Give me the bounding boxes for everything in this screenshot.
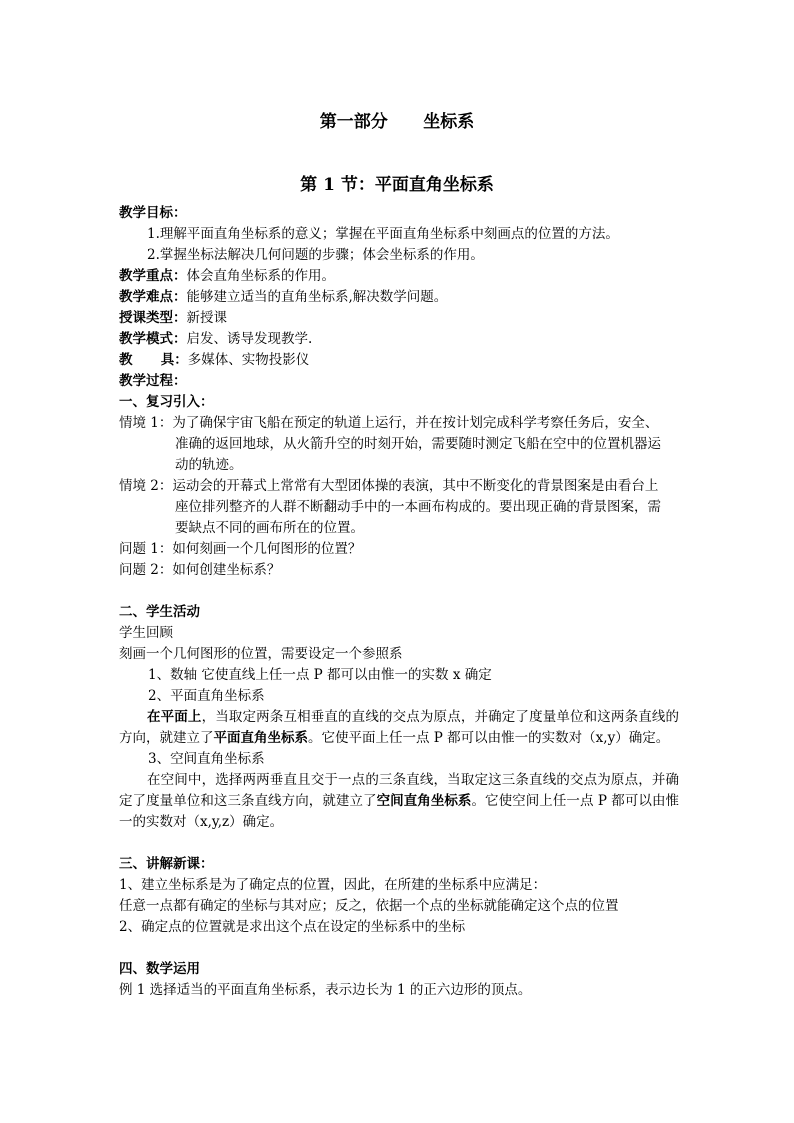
- lecture-line-1: 1、建立坐标系是为了确定点的位置，因此，在所建的坐标系中应满足：: [119, 877, 547, 893]
- example-1: 例 1 选择适当的平面直角坐标系，表示边长为 1 的正六边形的顶点。: [119, 982, 532, 998]
- scenario-1-line-2: 准确的返回地球，从火箭升空的时刻开始，需要随时测定飞船在空中的位置机器运: [175, 436, 661, 452]
- spacer: [119, 833, 679, 854]
- spacer: [119, 581, 679, 602]
- section-title: 第 1 节：平面直角坐标系: [300, 175, 494, 195]
- scenario-1-line-1: 情境 1：为了确保宇宙飞船在预定的轨道上运行，并在按计划完成科学考察任务后，安全、: [119, 415, 659, 431]
- mode-label: 教学模式：: [119, 331, 187, 347]
- type-line: [119, 308, 679, 329]
- goal-2: 2.掌握坐标法解决几何问题的步骤；体会坐标系的作用。: [147, 247, 484, 263]
- space-text-1: 在空间中，选择两两垂直且交于一点的三条直线，当取定这三条直线的交点为原点，并确定了度量单位和这三条直线方向，就建立了: [119, 772, 679, 809]
- mode-text: 启发、诱导发现教学.: [186, 331, 313, 347]
- plane-bold-1: 在平面上: [147, 709, 202, 725]
- scenario-2-line-3: 要缺点不同的画布所在的位置。: [175, 520, 364, 536]
- scenario-1-line-3: 动的轨迹。: [175, 457, 243, 473]
- process-label: 教学过程：: [119, 373, 187, 389]
- application-heading: 四、数学运用: [119, 961, 200, 977]
- part-title: 第一部分 坐标系: [319, 112, 475, 132]
- space-coordinate-paragraph: [119, 770, 679, 833]
- activity-heading: 二、学生活动: [119, 604, 200, 620]
- difficulty-line: [119, 287, 679, 308]
- tools-label: 教 具：: [119, 352, 188, 368]
- plane-coordinate-paragraph: [119, 707, 679, 749]
- activity-item-2: 2、平面直角坐标系: [148, 688, 265, 704]
- goal-1: 1.理解平面直角坐标系的意义；掌握在平面直角坐标系中刻画点的位置的方法。: [147, 226, 619, 242]
- question-2: 问题 2：如何创建坐标系？: [119, 562, 281, 578]
- focus-text: 体会直角坐标系的作用。: [186, 268, 335, 284]
- plane-bold-2: 平面直角坐标系: [213, 730, 308, 746]
- document-body: [119, 203, 679, 1001]
- lecture-line-3: 2、确定点的位置就是求出这个点在设定的坐标系中的坐标: [119, 919, 466, 935]
- activity-review-label: 学生回顾: [119, 625, 173, 641]
- type-label: 授课类型：: [119, 310, 187, 326]
- spacer: [119, 938, 679, 959]
- difficulty-text: 能够建立适当的直角坐标系,解决数学问题。: [186, 289, 448, 305]
- tools-line: [119, 350, 679, 371]
- scenario-2-line-2: 座位排列整齐的人群不断翻动手中的一本画布构成的。要出现正确的背景图案，需: [175, 499, 661, 515]
- space-text-2: 。它使空间上任一点 P 都可以由惟一的实数对（x,y,z）确定。: [119, 793, 680, 830]
- space-bold: 空间直角坐标系: [376, 793, 472, 809]
- mode-line: [119, 329, 679, 350]
- goals-label: 教学目标：: [119, 205, 187, 221]
- lecture-heading: 三、讲解新课：: [119, 856, 214, 872]
- lecture-line-2: 任意一点都有确定的坐标与其对应；反之，依据一个点的坐标就能确定这个点的位置: [119, 898, 619, 914]
- activity-intro: 刻画一个几何图形的位置，需要设定一个参照系: [119, 646, 403, 662]
- plane-text-1: ，当取定两条互相垂直的直线的交点为原点，并确定了度量单位和这两条直线的方向，就建立了: [119, 709, 680, 746]
- type-text: 新授课: [186, 310, 227, 326]
- activity-item-3: 3、空间直角坐标系: [148, 751, 265, 767]
- tools-text: 多媒体、实物投影仪: [187, 352, 310, 368]
- question-1: 问题 1：如何刻画一个几何图形的位置？: [119, 541, 362, 557]
- difficulty-label: 教学难点：: [119, 289, 187, 305]
- focus-line: [119, 266, 679, 287]
- plane-text-2: 。它使平面上任一点 P 都可以由惟一的实数对（x,y）确定。: [308, 730, 670, 746]
- focus-label: 教学重点：: [119, 268, 187, 284]
- review-heading: 一、复习引入：: [119, 394, 214, 410]
- activity-item-1: 1、数轴 它使直线上任一点 P 都可以由惟一的实数 x 确定: [148, 667, 492, 683]
- scenario-2-line-1: 情境 2：运动会的开幕式上常常有大型团体操的表演，其中不断变化的背景图案是由看台上: [119, 478, 659, 494]
